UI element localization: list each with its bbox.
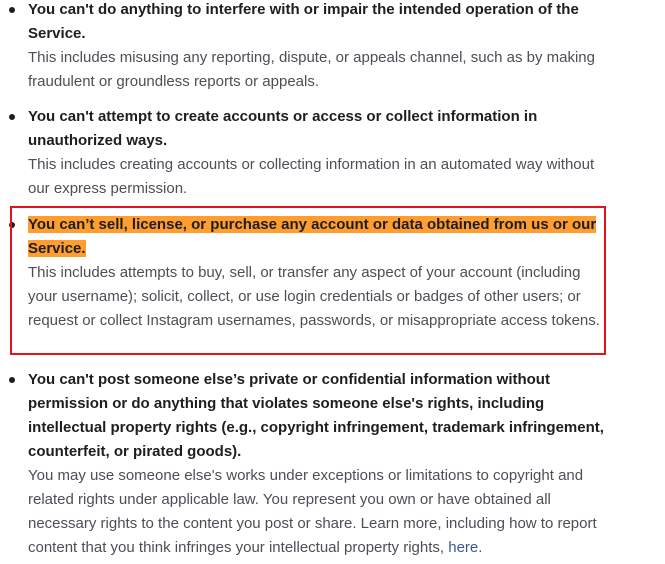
term-body-end: . bbox=[478, 539, 483, 556]
bullet bbox=[9, 7, 15, 13]
term-body: This includes creating accounts or collecting information in an automated way without our express permission. bbox=[28, 156, 595, 197]
term-unauthorized-accounts bbox=[28, 105, 618, 201]
term-title: You can't do anything to interfere with or impair the intended operation of the Service. bbox=[28, 1, 579, 42]
term-title bbox=[28, 213, 610, 261]
bullet bbox=[9, 114, 15, 120]
term-title: You can't attempt to create accounts or access or collect information in unauthorized ways. bbox=[28, 108, 538, 149]
term-body bbox=[28, 464, 618, 560]
term-sell-license bbox=[28, 213, 610, 333]
term-body: This includes attempts to buy, sell, or transfer any aspect of your account (including your username); solicit, collect, or use login credentials or badges of other users; or request or collect Instagram usernames, passwords, or misappropriate access tokens. bbox=[28, 264, 600, 329]
here-link[interactable]: here bbox=[448, 539, 479, 556]
term-private-information bbox=[28, 368, 618, 560]
highlighted-title: You can’t sell, license, or purchase any account or data obtained from us or our Service. bbox=[28, 216, 597, 257]
term-title: You can't post someone else’s private or confidential information without permission or do anything that violates someone else's rights, including intellectual property rights (e.g., copyright infringement, trademark infringement, counterfeit, or pirated goods). bbox=[28, 371, 604, 460]
bullet bbox=[9, 377, 15, 383]
term-interfere bbox=[28, 0, 618, 94]
term-body: This includes misusing any reporting, dispute, or appeals channel, such as by making fraudulent or groundless reports or appeals. bbox=[28, 49, 595, 90]
bullet bbox=[9, 222, 15, 228]
term-body-text: You may use someone else's works under exceptions or limitations to copyright and related rights under applicable law. You represent you own or have obtained all necessary rights to the content you post or share. Learn more, including how to report content that you think infringes your intellectual property rights, bbox=[28, 467, 597, 556]
